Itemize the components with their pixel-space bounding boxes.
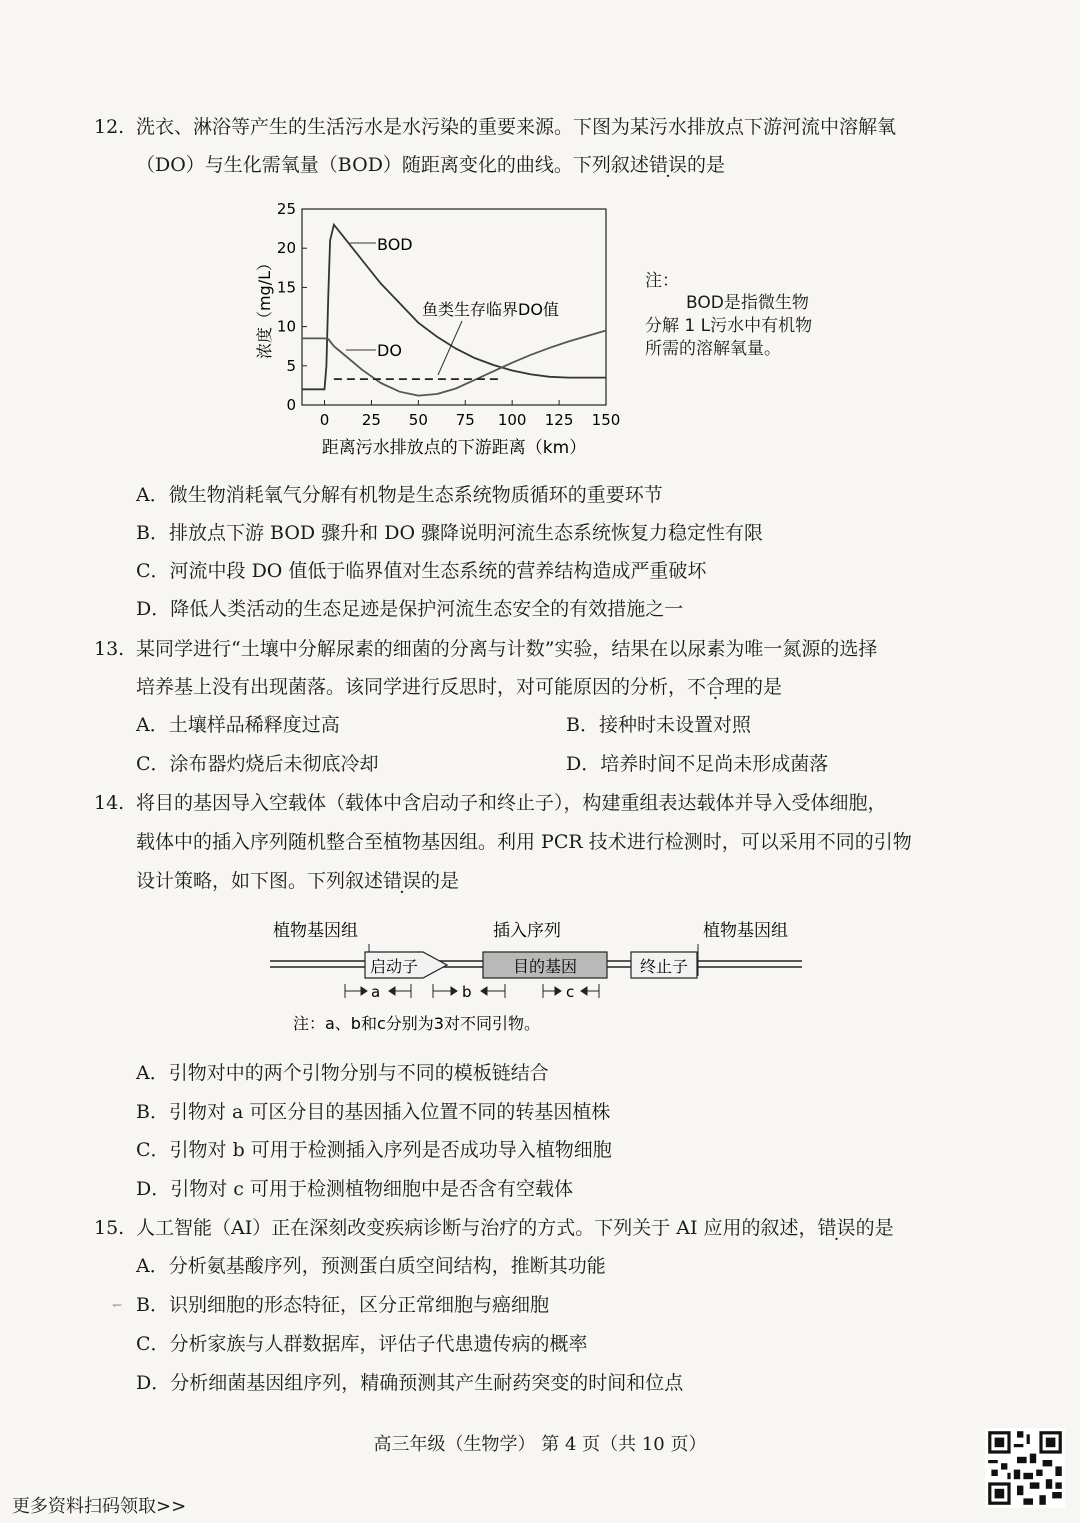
q13-line1: 13. 某同学进行“土壤中分解尿素的细菌的分离与计数”实验，结果在以尿素为唯一氮源的选择 — [94, 638, 878, 660]
q13-option-a: A．土壤样品稀释度过高 — [136, 714, 340, 736]
do-bod-chart — [240, 195, 660, 465]
x-tick-label: 25 — [361, 411, 381, 429]
emphasis: 错误 — [648, 154, 687, 176]
y-tick-label: 5 — [286, 356, 296, 375]
primer-b-label: b — [462, 983, 472, 1001]
primer-diagram — [265, 912, 810, 1042]
promoter-label: 启动子 — [370, 957, 419, 976]
x-axis-label: 距离污水排放点的下游距离（km） — [321, 438, 587, 458]
q15-option-a: A．分析氨基酸序列，预测蛋白质空间结构，推断其功能 — [136, 1255, 606, 1277]
primer-a-label: a — [371, 983, 381, 1001]
chart-note-title: 注： — [645, 271, 679, 291]
q13-number: 13. — [94, 638, 125, 660]
diagram-note: 注：a、b和c分别为3对不同引物。 — [293, 1014, 540, 1033]
x-tick-label: 50 — [408, 411, 428, 429]
x-tick-label: 75 — [455, 411, 475, 429]
q13-option-d: D．培养时间不足尚未形成菌落 — [566, 753, 829, 775]
y-tick-label: 20 — [276, 239, 296, 258]
q12-number: 12. — [94, 116, 125, 138]
q12-option-b: B．排放点下游 BOD 骤升和 DO 骤降说明河流生态系统恢复力稳定性有限 — [136, 522, 764, 544]
left-genome-label: 植物基因组 — [273, 921, 358, 941]
y-tick-label: 10 — [276, 317, 296, 336]
q14-option-c: C．引物对 b 可用于检测插入序列是否成功导入植物细胞 — [136, 1139, 612, 1161]
q14-line2: 载体中的插入序列随机整合至植物基因组。利用 PCR 技术进行检测时，可以采用不同的引物 — [136, 831, 912, 853]
q12-option-c: C．河流中段 DO 值低于临界值对生态系统的营养结构造成严重破坏 — [136, 560, 707, 582]
q13-line2: 培养基上没有出现菌落。该同学进行反思时，对可能原因的分析，不合理的是 — [136, 676, 783, 698]
do-curve — [302, 331, 606, 396]
critical-label: 鱼类生存临界DO值 — [422, 300, 559, 319]
insert-label: 插入序列 — [493, 921, 561, 941]
q14-line3: 设计策略，如下图。下列叙述错误的是 — [136, 870, 460, 892]
more-resources-link[interactable]: 更多资料扫码领取>> — [12, 1496, 187, 1517]
emphasis: 错误 — [383, 870, 422, 892]
chart-note-line3: 所需的溶解氧量。 — [645, 339, 781, 359]
q13-option-b: B．接种时未设置对照 — [566, 714, 751, 736]
q15-option-b: B．识别细胞的形态特征，区分正常细胞与癌细胞 — [136, 1294, 549, 1316]
q14-line1: 14. 将目的基因导入空载体（载体中含启动子和终止子），构建重组表达载体并导入受体细胞， — [94, 792, 887, 814]
terminator-label: 终止子 — [639, 957, 689, 976]
x-tick-label: 100 — [497, 411, 527, 429]
page-footer: 高三年级（生物学） 第 4 页（共 10 页） — [373, 1434, 707, 1455]
q12-option-a: A．微生物消耗氧气分解有机物是生态系统物质循环的重要环节 — [136, 484, 663, 506]
q12-option-d: D．降低人类活动的生态足迹是保护河流生态安全的有效措施之一 — [136, 598, 684, 620]
q12-line2: （DO）与生化需氧量（BOD）随距离变化的曲线。下列叙述错误的是 — [136, 154, 725, 176]
y-tick-label: 25 — [276, 200, 296, 218]
q14-option-d: D．引物对 c 可用于检测植物细胞中是否含有空载体 — [136, 1178, 573, 1200]
x-tick-label: 125 — [544, 411, 574, 429]
q14-option-a: A．引物对中的两个引物分别与不同的模板链结合 — [136, 1062, 549, 1084]
x-tick-label: 0 — [319, 411, 330, 429]
emphasis: 错误 — [817, 1217, 856, 1239]
y-axis-label: 浓度（mg/L） — [255, 254, 274, 360]
critical-leader — [438, 321, 462, 375]
x-tick-label: 150 — [591, 411, 621, 429]
bod-label: BOD — [377, 235, 413, 254]
y-tick-label: 15 — [276, 278, 296, 297]
q15-line1: 15. 人工智能（AI）正在深刻改变疾病诊断与治疗的方式。下列关于 AI 应用的叙述，错误的是 — [94, 1217, 894, 1239]
do-label: DO — [377, 341, 402, 360]
target-gene-label: 目的基因 — [512, 957, 578, 976]
q14-option-b: B．引物对 a 可区分目的基因插入位置不同的转基因植株 — [136, 1101, 611, 1123]
primer-c-label: c — [566, 983, 575, 1001]
chart-note-line1: BOD是指微生物 — [686, 293, 809, 313]
qr-code-icon[interactable] — [985, 1428, 1065, 1508]
q12-line1: 12. 洗衣、淋浴等产生的生活污水是水污染的重要来源。下图为某污水排放点下游河流中溶解氧 — [94, 116, 897, 138]
margin-mark: ↽ — [112, 1298, 123, 1312]
q15-option-d: D．分析细菌基因组序列，精确预测其产生耐药突变的时间和位点 — [136, 1372, 684, 1394]
q13-option-c: C．涂布器灼烧后未彻底冷却 — [136, 753, 379, 775]
chart-note-line2: 分解 1 L污水中有机物 — [645, 316, 813, 336]
right-genome-label: 植物基因组 — [703, 921, 788, 941]
emphasis: 不合理 — [687, 676, 745, 698]
q15-number: 15. — [94, 1217, 125, 1239]
q14-number: 14. — [94, 792, 125, 814]
y-tick-label: 0 — [286, 396, 296, 414]
q15-option-c: C．分析家族与人群数据库，评估子代患遗传病的概率 — [136, 1333, 588, 1355]
